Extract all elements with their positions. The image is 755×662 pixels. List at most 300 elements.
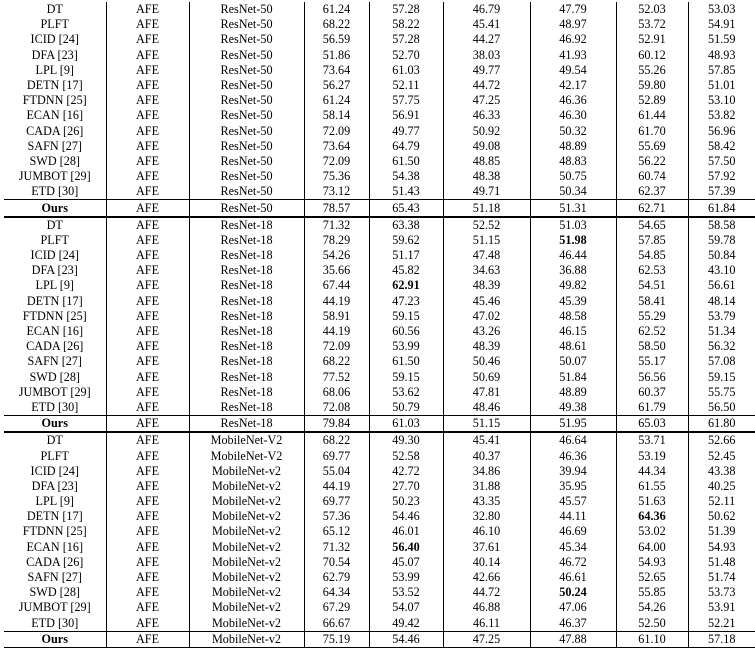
- value-cell: 53.02: [616, 524, 688, 539]
- value-cell: 45.41: [443, 432, 530, 448]
- value-cell: 48.61: [530, 339, 616, 354]
- value-cell: 52.21: [688, 616, 755, 632]
- table-row: [4, 154, 755, 169]
- table-row: [4, 479, 755, 494]
- value-cell: 58.50: [616, 339, 688, 354]
- value-cell: 35.66: [304, 263, 369, 278]
- setting-cell: AFE: [106, 479, 189, 494]
- value-cell: 54.85: [616, 248, 688, 263]
- setting-cell: AFE: [106, 585, 189, 600]
- value-cell: 52.58: [369, 448, 443, 463]
- value-cell: 61.55: [616, 479, 688, 494]
- setting-cell: AFE: [106, 616, 189, 632]
- method-cell: CADA [26]: [26, 554, 84, 569]
- method-cell: JUMBOT [29]: [18, 600, 91, 615]
- value-cell: 53.10: [688, 93, 755, 108]
- method-cell: PLFT: [40, 448, 69, 463]
- value-cell: 73.64: [304, 63, 369, 78]
- value-cell: 47.25: [443, 93, 530, 108]
- value-cell: 44.11: [530, 509, 616, 524]
- value-cell: 65.03: [616, 416, 688, 433]
- setting-cell: AFE: [106, 339, 189, 354]
- value-cell: 54.26: [616, 600, 688, 615]
- value-cell: 50.32: [530, 124, 616, 139]
- value-cell: 65.43: [369, 200, 443, 217]
- value-cell: 51.17: [369, 248, 443, 263]
- value-cell: 62.37: [616, 184, 688, 200]
- value-cell: 47.06: [530, 600, 616, 615]
- value-cell: 50.92: [443, 124, 530, 139]
- table-row: [4, 233, 755, 248]
- value-cell: 57.18: [688, 631, 755, 647]
- value-cell: 47.81: [443, 385, 530, 400]
- table-row: [4, 2, 755, 17]
- backbone-cell: MobileNet-v2: [189, 494, 304, 509]
- table-row: [4, 385, 755, 400]
- table-row: [4, 509, 755, 524]
- method-cell: DFA [23]: [31, 47, 78, 62]
- value-cell: 51.39: [688, 524, 755, 539]
- setting-cell: AFE: [106, 294, 189, 309]
- backbone-cell: ResNet-50: [189, 154, 304, 169]
- method-cell: SWD [28]: [29, 585, 80, 600]
- value-cell: 78.57: [304, 200, 369, 217]
- value-cell: 46.44: [530, 248, 616, 263]
- value-cell: 52.50: [616, 616, 688, 632]
- setting-cell: AFE: [106, 124, 189, 139]
- value-cell: 55.04: [304, 464, 369, 479]
- setting-cell: AFE: [106, 385, 189, 400]
- value-cell: 78.29: [304, 233, 369, 248]
- method-cell: JUMBOT [29]: [18, 384, 91, 399]
- backbone-cell: ResNet-18: [189, 416, 304, 433]
- value-cell: 59.15: [369, 370, 443, 385]
- value-cell: 44.27: [443, 32, 530, 47]
- value-cell: 39.94: [530, 464, 616, 479]
- value-cell: 51.01: [688, 78, 755, 93]
- value-cell: 57.28: [369, 32, 443, 47]
- value-cell: 46.37: [530, 616, 616, 632]
- backbone-cell: ResNet-18: [189, 339, 304, 354]
- backbone-cell: ResNet-50: [189, 124, 304, 139]
- value-cell: 49.30: [369, 432, 443, 448]
- table-row-ours: [4, 416, 755, 433]
- value-cell: 51.63: [616, 494, 688, 509]
- value-cell: 52.89: [616, 93, 688, 108]
- method-cell: DT: [4, 217, 106, 233]
- table-row: [4, 324, 755, 339]
- value-cell: 64.36: [616, 509, 688, 524]
- value-cell: 53.99: [369, 339, 443, 354]
- value-cell: 52.11: [688, 494, 755, 509]
- backbone-cell: ResNet-50: [189, 139, 304, 154]
- value-cell: 46.36: [530, 93, 616, 108]
- value-cell: 56.56: [616, 370, 688, 385]
- setting-cell: AFE: [106, 600, 189, 615]
- value-cell: 46.11: [443, 616, 530, 632]
- value-cell: 55.26: [616, 63, 688, 78]
- table-row: [4, 339, 755, 354]
- method-cell: FTDNN [25]: [22, 524, 87, 539]
- value-cell: 68.22: [304, 17, 369, 32]
- value-cell: 58.91: [304, 309, 369, 324]
- value-cell: 49.38: [530, 400, 616, 416]
- value-cell: 32.80: [443, 509, 530, 524]
- value-cell: 49.08: [443, 139, 530, 154]
- value-cell: 47.23: [369, 294, 443, 309]
- value-cell: 62.52: [616, 324, 688, 339]
- method-cell: CADA [26]: [26, 339, 84, 354]
- value-cell: 51.74: [688, 570, 755, 585]
- value-cell: 61.03: [369, 416, 443, 433]
- method-cell: LPL [9]: [35, 494, 74, 509]
- backbone-cell: ResNet-50: [189, 2, 304, 17]
- value-cell: 45.57: [530, 494, 616, 509]
- table-row: [4, 108, 755, 123]
- backbone-cell: MobileNet-v2: [189, 540, 304, 555]
- setting-cell: AFE: [106, 432, 189, 448]
- value-cell: 61.50: [369, 154, 443, 169]
- backbone-cell: MobileNet-v2: [189, 524, 304, 539]
- value-cell: 43.10: [688, 263, 755, 278]
- backbone-cell: MobileNet-v2: [189, 631, 304, 647]
- value-cell: 64.79: [369, 139, 443, 154]
- value-cell: 56.50: [688, 400, 755, 416]
- method-cell: SAFN [27]: [27, 570, 82, 585]
- backbone-cell: MobileNet-v2: [189, 585, 304, 600]
- value-cell: 53.03: [688, 2, 755, 17]
- method-cell: ECAN [16]: [26, 324, 84, 339]
- value-cell: 36.88: [530, 263, 616, 278]
- value-cell: 61.50: [369, 354, 443, 369]
- value-cell: 43.26: [443, 324, 530, 339]
- value-cell: 47.79: [530, 2, 616, 17]
- value-cell: 56.32: [688, 339, 755, 354]
- table-row: [4, 494, 755, 509]
- value-cell: 52.11: [369, 78, 443, 93]
- value-cell: 56.27: [304, 78, 369, 93]
- setting-cell: AFE: [106, 93, 189, 108]
- table-row: [4, 585, 755, 600]
- table-row: [4, 278, 755, 293]
- value-cell: 51.59: [688, 32, 755, 47]
- value-cell: 40.37: [443, 448, 530, 463]
- table-row: [4, 139, 755, 154]
- value-cell: 71.32: [304, 540, 369, 555]
- value-cell: 72.09: [304, 124, 369, 139]
- value-cell: 55.85: [616, 585, 688, 600]
- table-row: [4, 524, 755, 539]
- value-cell: 46.92: [530, 32, 616, 47]
- value-cell: 56.59: [304, 32, 369, 47]
- value-cell: 46.61: [530, 570, 616, 585]
- method-cell: ETD [30]: [31, 615, 79, 630]
- value-cell: 51.95: [530, 416, 616, 433]
- table-row: [4, 540, 755, 555]
- setting-cell: AFE: [106, 540, 189, 555]
- method-cell: ICID [24]: [30, 32, 79, 47]
- value-cell: 54.46: [369, 509, 443, 524]
- table-row: [4, 78, 755, 93]
- value-cell: 51.43: [369, 184, 443, 200]
- value-cell: 50.79: [369, 400, 443, 416]
- backbone-cell: ResNet-18: [189, 233, 304, 248]
- value-cell: 58.42: [688, 139, 755, 154]
- value-cell: 46.01: [369, 524, 443, 539]
- value-cell: 48.93: [688, 48, 755, 63]
- backbone-cell: ResNet-50: [189, 48, 304, 63]
- value-cell: 70.54: [304, 555, 369, 570]
- value-cell: 45.07: [369, 555, 443, 570]
- value-cell: 50.23: [369, 494, 443, 509]
- value-cell: 72.09: [304, 339, 369, 354]
- value-cell: 61.44: [616, 108, 688, 123]
- table-row: [4, 248, 755, 263]
- setting-cell: AFE: [106, 278, 189, 293]
- setting-cell: AFE: [106, 78, 189, 93]
- value-cell: 71.32: [304, 217, 369, 233]
- value-cell: 45.46: [443, 294, 530, 309]
- table-row: [4, 32, 755, 47]
- value-cell: 60.56: [369, 324, 443, 339]
- value-cell: 51.31: [530, 200, 616, 217]
- value-cell: 52.70: [369, 48, 443, 63]
- table-row: [4, 93, 755, 108]
- method-cell: DETN [17]: [26, 78, 83, 93]
- value-cell: 72.08: [304, 400, 369, 416]
- value-cell: 53.19: [616, 448, 688, 463]
- backbone-cell: ResNet-18: [189, 354, 304, 369]
- method-cell: LPL [9]: [35, 62, 74, 77]
- setting-cell: AFE: [106, 248, 189, 263]
- value-cell: 49.42: [369, 616, 443, 632]
- table-row: [4, 48, 755, 63]
- table-row: [4, 17, 755, 32]
- setting-cell: AFE: [106, 400, 189, 416]
- value-cell: 57.36: [304, 509, 369, 524]
- value-cell: 57.28: [369, 2, 443, 17]
- value-cell: 44.34: [616, 464, 688, 479]
- value-cell: 57.50: [688, 154, 755, 169]
- value-cell: 58.41: [616, 294, 688, 309]
- value-cell: 57.92: [688, 169, 755, 184]
- setting-cell: AFE: [106, 48, 189, 63]
- value-cell: 55.29: [616, 309, 688, 324]
- value-cell: 58.58: [688, 217, 755, 233]
- value-cell: 42.17: [530, 78, 616, 93]
- backbone-cell: ResNet-50: [189, 78, 304, 93]
- value-cell: 58.22: [369, 17, 443, 32]
- setting-cell: AFE: [106, 494, 189, 509]
- value-cell: 61.79: [616, 400, 688, 416]
- setting-cell: AFE: [106, 309, 189, 324]
- setting-cell: AFE: [106, 139, 189, 154]
- value-cell: 48.58: [530, 309, 616, 324]
- value-cell: 51.03: [530, 217, 616, 233]
- value-cell: 61.03: [369, 63, 443, 78]
- value-cell: 48.97: [530, 17, 616, 32]
- value-cell: 48.46: [443, 400, 530, 416]
- table-row: [4, 464, 755, 479]
- backbone-cell: MobileNet-v2: [189, 600, 304, 615]
- value-cell: 59.78: [688, 233, 755, 248]
- value-cell: 61.84: [688, 200, 755, 217]
- method-cell: SWD [28]: [29, 153, 80, 168]
- value-cell: 47.02: [443, 309, 530, 324]
- value-cell: 79.84: [304, 416, 369, 433]
- value-cell: 53.73: [688, 585, 755, 600]
- setting-cell: AFE: [106, 448, 189, 463]
- setting-cell: AFE: [106, 416, 189, 433]
- value-cell: 43.35: [443, 494, 530, 509]
- setting-cell: AFE: [106, 631, 189, 647]
- value-cell: 58.14: [304, 108, 369, 123]
- value-cell: 53.72: [616, 17, 688, 32]
- setting-cell: AFE: [106, 555, 189, 570]
- value-cell: 47.88: [530, 631, 616, 647]
- value-cell: 35.95: [530, 479, 616, 494]
- value-cell: 57.85: [688, 63, 755, 78]
- value-cell: 56.22: [616, 154, 688, 169]
- value-cell: 73.64: [304, 139, 369, 154]
- value-cell: 42.66: [443, 570, 530, 585]
- value-cell: 52.45: [688, 448, 755, 463]
- value-cell: 54.65: [616, 217, 688, 233]
- value-cell: 64.00: [616, 540, 688, 555]
- setting-cell: AFE: [106, 324, 189, 339]
- value-cell: 51.98: [530, 233, 616, 248]
- method-cell: ICID [24]: [30, 463, 79, 478]
- value-cell: 64.34: [304, 585, 369, 600]
- value-cell: 44.19: [304, 324, 369, 339]
- value-cell: 54.26: [304, 248, 369, 263]
- table-row: [4, 370, 755, 385]
- value-cell: 51.15: [443, 416, 530, 433]
- value-cell: 53.82: [688, 108, 755, 123]
- value-cell: 37.61: [443, 540, 530, 555]
- value-cell: 54.38: [369, 169, 443, 184]
- value-cell: 49.77: [369, 124, 443, 139]
- value-cell: 53.91: [688, 600, 755, 615]
- value-cell: 31.88: [443, 479, 530, 494]
- backbone-cell: ResNet-18: [189, 324, 304, 339]
- value-cell: 50.34: [530, 184, 616, 200]
- value-cell: 60.74: [616, 169, 688, 184]
- method-cell: Ours: [4, 416, 106, 433]
- value-cell: 50.24: [530, 585, 616, 600]
- value-cell: 69.77: [304, 448, 369, 463]
- setting-cell: AFE: [106, 200, 189, 217]
- setting-cell: AFE: [106, 354, 189, 369]
- method-cell: DFA [23]: [31, 263, 78, 278]
- method-cell: ETD [30]: [31, 184, 79, 199]
- setting-cell: AFE: [106, 509, 189, 524]
- value-cell: 44.72: [443, 585, 530, 600]
- value-cell: 52.65: [616, 570, 688, 585]
- method-cell: JUMBOT [29]: [18, 169, 91, 184]
- value-cell: 47.25: [443, 631, 530, 647]
- value-cell: 40.14: [443, 555, 530, 570]
- value-cell: 52.03: [616, 2, 688, 17]
- backbone-cell: ResNet-50: [189, 108, 304, 123]
- value-cell: 50.75: [530, 169, 616, 184]
- value-cell: 48.39: [443, 278, 530, 293]
- value-cell: 62.91: [369, 278, 443, 293]
- backbone-cell: ResNet-50: [189, 93, 304, 108]
- value-cell: 54.91: [688, 17, 755, 32]
- table-row-ours: [4, 200, 755, 217]
- table-row: [4, 354, 755, 369]
- backbone-cell: MobileNet-v2: [189, 555, 304, 570]
- value-cell: 27.70: [369, 479, 443, 494]
- setting-cell: AFE: [106, 108, 189, 123]
- setting-cell: AFE: [106, 32, 189, 47]
- value-cell: 34.63: [443, 263, 530, 278]
- method-cell: Ours: [4, 631, 106, 647]
- table-row: [4, 448, 755, 463]
- method-cell: DT: [46, 2, 63, 17]
- backbone-cell: ResNet-18: [189, 400, 304, 416]
- value-cell: 48.14: [688, 294, 755, 309]
- backbone-cell: ResNet-18: [189, 370, 304, 385]
- value-cell: 57.39: [688, 184, 755, 200]
- method-cell: Ours: [4, 200, 106, 217]
- method-cell: FTDNN [25]: [22, 93, 87, 108]
- value-cell: 67.29: [304, 600, 369, 615]
- method-cell: PLFT: [40, 17, 69, 32]
- value-cell: 46.10: [443, 524, 530, 539]
- setting-cell: AFE: [106, 217, 189, 233]
- setting-cell: AFE: [106, 263, 189, 278]
- method-cell: SAFN [27]: [27, 138, 82, 153]
- value-cell: 56.61: [688, 278, 755, 293]
- method-cell: LPL [9]: [35, 278, 74, 293]
- backbone-cell: ResNet-18: [189, 294, 304, 309]
- value-cell: 54.93: [688, 540, 755, 555]
- table-row: [4, 63, 755, 78]
- value-cell: 68.22: [304, 432, 369, 448]
- value-cell: 56.96: [688, 124, 755, 139]
- table-row: [4, 169, 755, 184]
- value-cell: 50.62: [688, 509, 755, 524]
- value-cell: 38.03: [443, 48, 530, 63]
- setting-cell: AFE: [106, 233, 189, 248]
- results-table: [4, 2, 755, 648]
- method-cell: SAFN [27]: [27, 354, 82, 369]
- value-cell: 59.80: [616, 78, 688, 93]
- backbone-cell: MobileNet-v2: [189, 616, 304, 632]
- value-cell: 46.36: [530, 448, 616, 463]
- value-cell: 43.38: [688, 464, 755, 479]
- value-cell: 75.36: [304, 169, 369, 184]
- value-cell: 68.22: [304, 354, 369, 369]
- value-cell: 60.12: [616, 48, 688, 63]
- value-cell: 46.69: [530, 524, 616, 539]
- value-cell: 49.71: [443, 184, 530, 200]
- value-cell: 59.15: [688, 370, 755, 385]
- value-cell: 54.93: [616, 555, 688, 570]
- table-row: [4, 184, 755, 200]
- method-cell: ICID [24]: [30, 248, 79, 263]
- value-cell: 53.99: [369, 570, 443, 585]
- setting-cell: AFE: [106, 169, 189, 184]
- setting-cell: AFE: [106, 524, 189, 539]
- value-cell: 45.34: [530, 540, 616, 555]
- value-cell: 55.75: [688, 385, 755, 400]
- backbone-cell: ResNet-50: [189, 63, 304, 78]
- value-cell: 47.48: [443, 248, 530, 263]
- value-cell: 46.72: [530, 555, 616, 570]
